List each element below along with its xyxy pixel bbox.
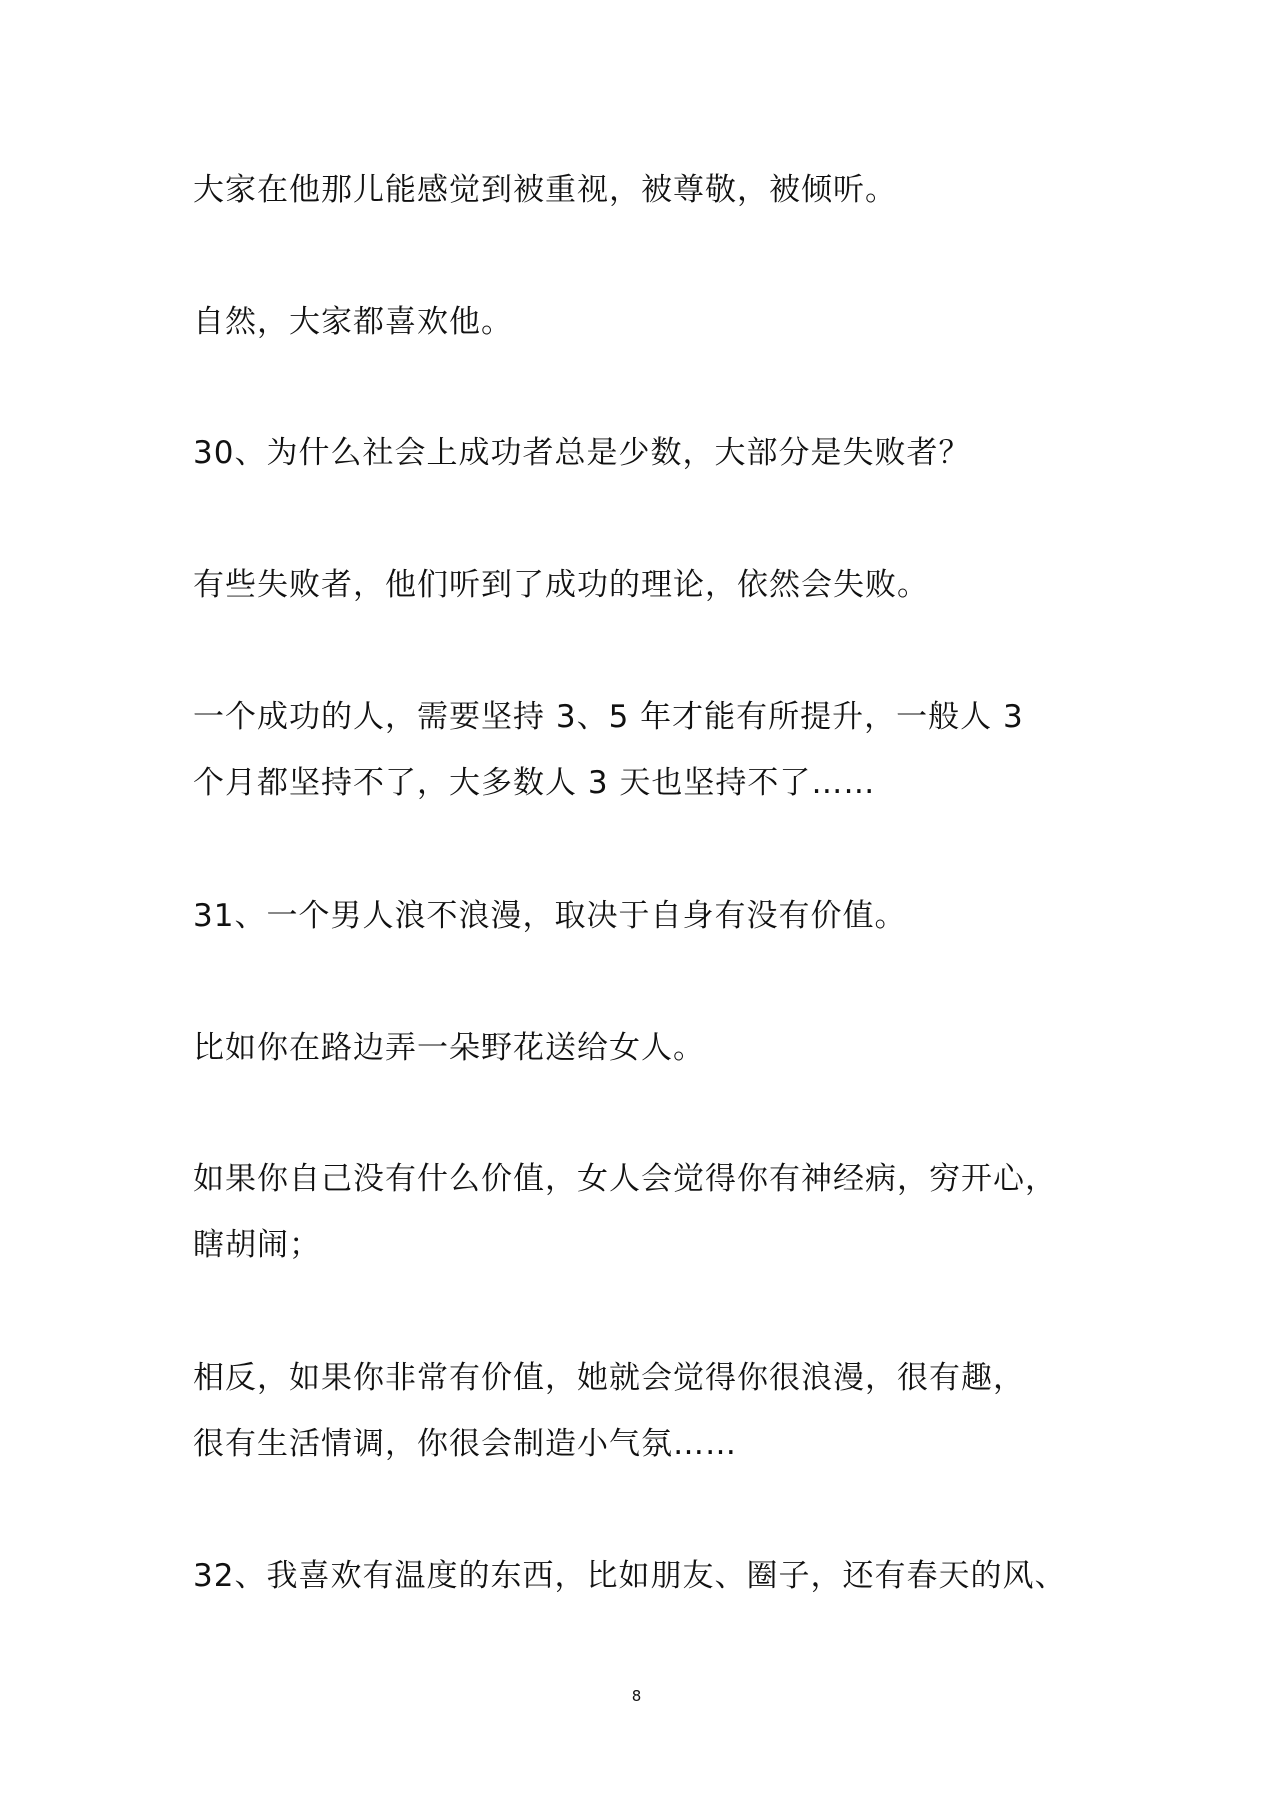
paragraph-10-heading-32 — [193, 1543, 1093, 1609]
paragraph-4 — [193, 552, 1093, 618]
text-line: 瞎胡闹； — [193, 1227, 321, 1263]
paragraph-2 — [193, 289, 1093, 355]
paragraph-1 — [193, 157, 1093, 223]
text-line: 一个成功的人，需要坚持 3、5 年才能有所提升，一般人 3 — [193, 699, 1024, 735]
text-line: 31、一个男人浪不浪漫，取决于自身有没有价值。 — [193, 898, 907, 934]
page-number: 8 — [631, 1687, 642, 1705]
text-line: 有些失败者，他们听到了成功的理论，依然会失败。 — [193, 567, 929, 603]
text-line: 大家在他那儿能感觉到被重视，被尊敬，被倾听。 — [193, 172, 897, 208]
text-line: 32、我喜欢有温度的东西，比如朋友、圈子，还有春天的风、 — [193, 1558, 1067, 1594]
paragraph-7 — [193, 1015, 1093, 1081]
text-line: 如果你自己没有什么价值，女人会觉得你有神经病，穷开心， — [193, 1161, 1057, 1197]
paragraph-8 — [193, 1146, 1093, 1278]
text-line: 很有生活情调，你很会制造小气氛…… — [193, 1426, 737, 1462]
text-line: 相反，如果你非常有价值，她就会觉得你很浪漫，很有趣， — [193, 1360, 1025, 1396]
paragraph-3-heading-30 — [193, 420, 1093, 486]
text-line: 30、为什么社会上成功者总是少数，大部分是失败者？ — [193, 435, 971, 471]
text-line: 自然，大家都喜欢他。 — [193, 304, 513, 340]
text-line: 个月都坚持不了，大多数人 3 天也坚持不了…… — [193, 765, 876, 801]
text-line: 比如你在路边弄一朵野花送给女人。 — [193, 1030, 705, 1066]
paragraph-9 — [193, 1345, 1093, 1477]
paragraph-6-heading-31 — [193, 883, 1093, 949]
paragraph-5 — [193, 684, 1093, 816]
